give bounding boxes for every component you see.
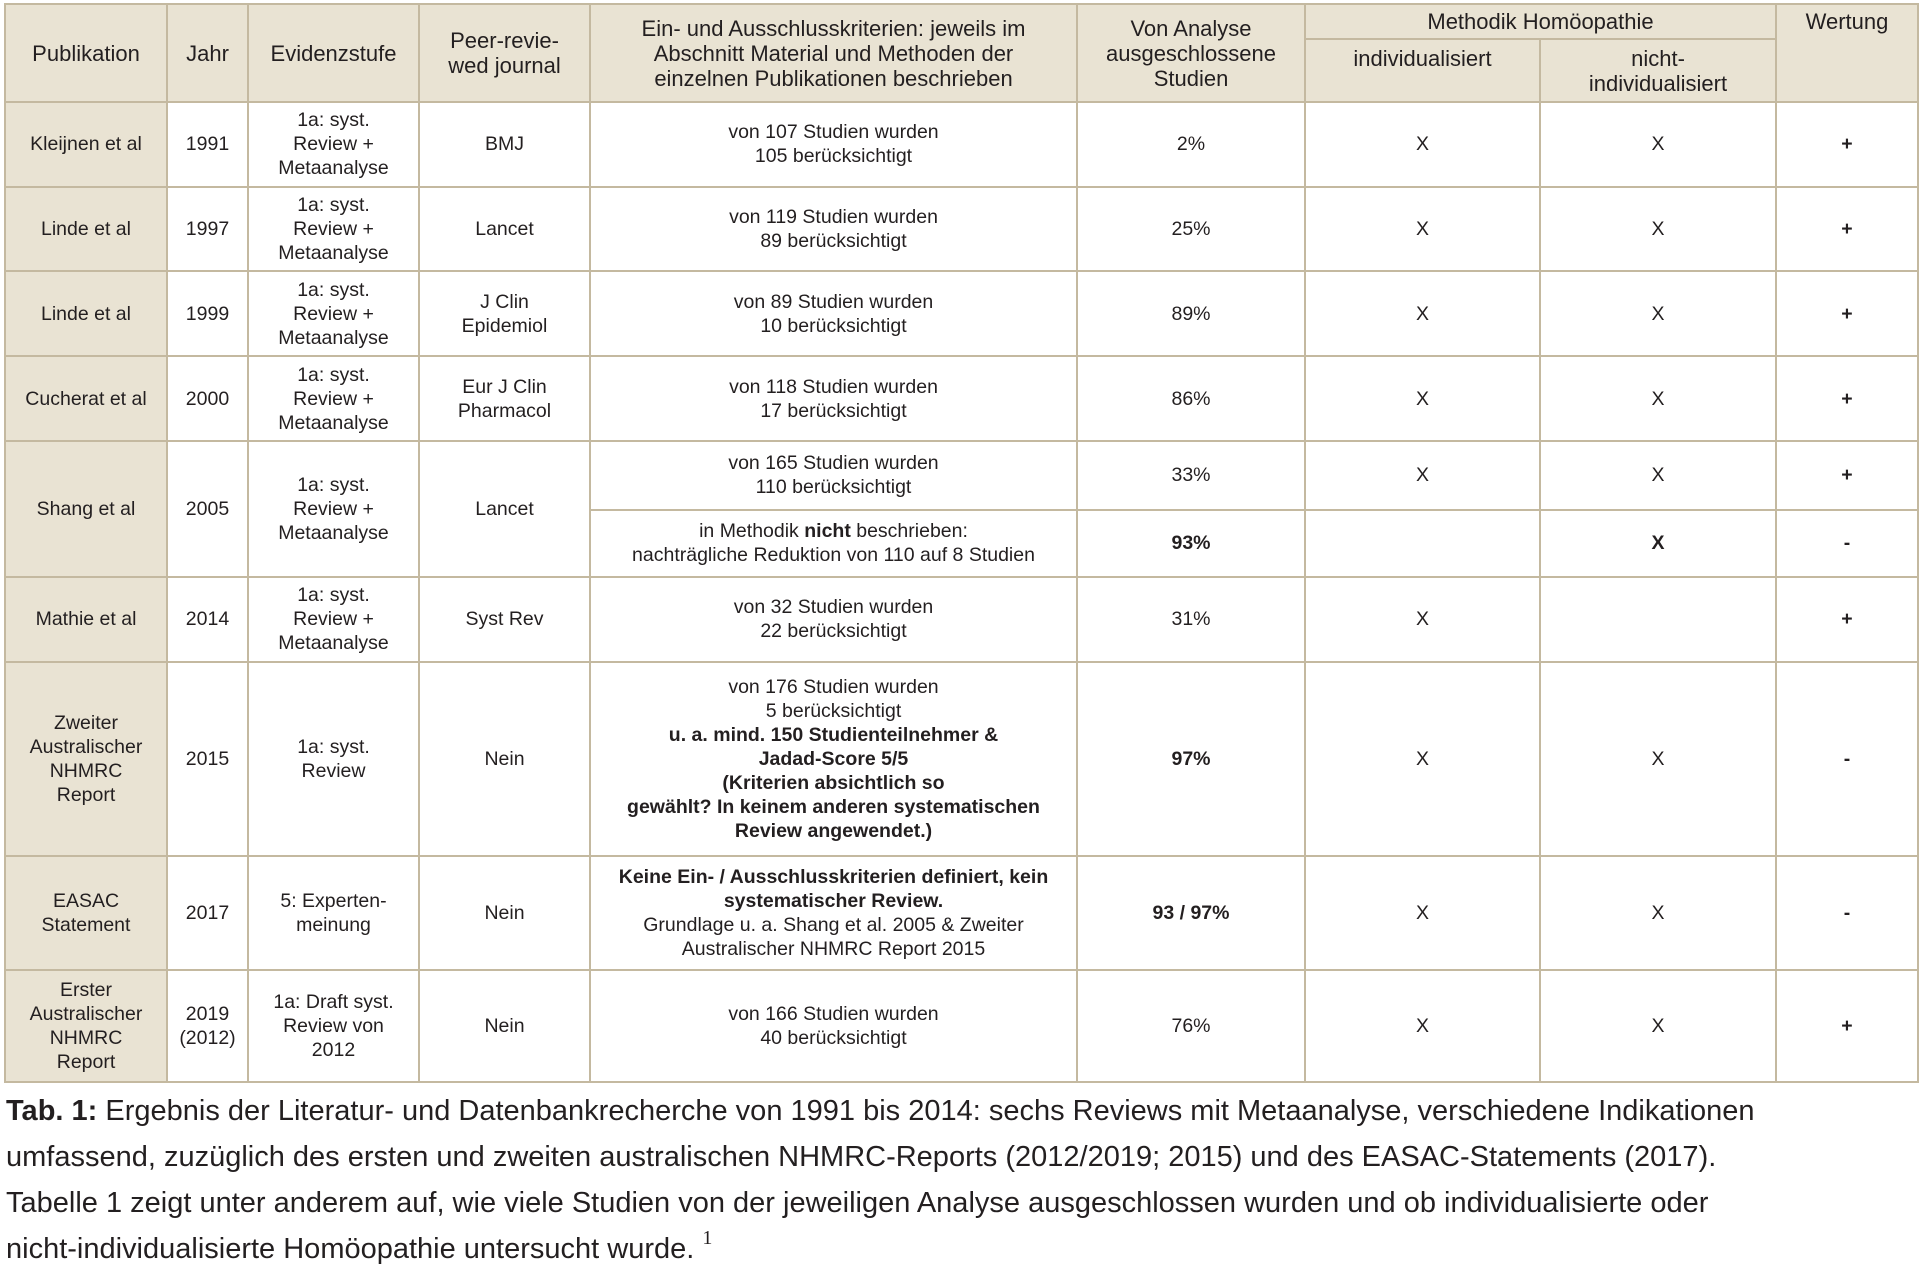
kriterien-line: 105 berücksichtigt (754, 145, 913, 168)
journal-cell (419, 856, 590, 969)
kriterien-line: nachträgliche Reduktion von 110 auf 8 Studien (632, 544, 1035, 567)
cell-line: 1a: syst. (297, 473, 370, 496)
ausgeschlossen-cell: 33% (1077, 441, 1305, 510)
kriterien-cell (590, 577, 1077, 662)
table-caption (6, 1088, 1911, 1272)
cell-line: nicht- (1631, 45, 1685, 71)
cell-line: Report (56, 1050, 116, 1073)
cell-line: 1a: syst. (297, 363, 370, 386)
individualisiert-cell: X (1305, 577, 1540, 662)
evidenzstufe-cell (248, 102, 419, 187)
literature-table (4, 3, 1919, 1083)
cell-line: 1a: syst. (297, 278, 370, 301)
evidenzstufe-cell (248, 577, 419, 662)
jahr-cell (167, 271, 248, 356)
cell-line: Syst Rev (465, 608, 544, 631)
publikation-cell (5, 356, 167, 441)
kriterien-line: Jadad-Score 5/5 (758, 748, 909, 771)
cell-line: Zweiter (54, 712, 118, 735)
wertung-cell: - (1776, 510, 1918, 578)
table-row (5, 856, 1918, 969)
table-body (5, 102, 1918, 1082)
cell-line: Nein (484, 748, 525, 771)
kriterien-line: 22 berücksichtigt (760, 620, 907, 643)
kriterien-line: von 165 Studien wurden (728, 452, 939, 475)
jahr-cell (167, 102, 248, 187)
header-individualisiert: individualisiert (1305, 39, 1540, 102)
jahr-cell (167, 970, 248, 1082)
cell-line: Erster (59, 978, 112, 1001)
journal-cell (419, 102, 590, 187)
cell-line: 1997 (185, 218, 230, 241)
cell-line: 1a: syst. (297, 109, 370, 132)
jahr-cell (167, 577, 248, 662)
nicht-individualisiert-cell (1540, 577, 1776, 662)
cell-line: NHMRC (49, 760, 123, 783)
individualisiert-cell: X (1305, 970, 1540, 1082)
cell-line: Review + (293, 302, 374, 325)
journal-cell (419, 662, 590, 857)
table-row (5, 102, 1918, 187)
caption-line-1: Ergebnis der Literatur- und Datenbankrecherche von 1991 bis 2014: sechs Reviews mit Metaanalyse, verschiedene Indikationen (105, 1095, 1755, 1127)
cell-line: Review + (293, 218, 374, 241)
evidenzstufe-cell (248, 856, 419, 969)
cell-line: NHMRC (49, 1026, 123, 1049)
cell-line: Kleijnen et al (30, 133, 142, 156)
cell-line: Australischer (29, 1002, 143, 1025)
cell-line: Cucherat et al (25, 387, 147, 410)
cell-line: Lancet (475, 218, 534, 241)
cell-line: Abschnitt Material und Methoden der (653, 40, 1014, 66)
publikation-cell (5, 856, 167, 969)
ausgeschlossen-cell: 25% (1077, 187, 1305, 272)
wertung-cell: + (1776, 187, 1918, 272)
cell-line: Linde et al (41, 218, 131, 241)
caption-line-3: Tabelle 1 zeigt unter anderem auf, wie viele Studien von der jeweiligen Analyse ausgeschlossen wurden und ob individualisierte oder (6, 1187, 1709, 1219)
nicht-individualisiert-cell: X (1540, 856, 1776, 969)
kriterien-line: Review angewendet.) (734, 820, 933, 843)
publikation-cell (5, 102, 167, 187)
journal-cell (419, 356, 590, 441)
cell-line: 1a: syst. (297, 584, 370, 607)
kriterien-cell (590, 271, 1077, 356)
cell-line: 2012 (311, 1038, 356, 1061)
ausgeschlossen-cell: 93 / 97% (1077, 856, 1305, 969)
wertung-cell: - (1776, 662, 1918, 857)
cell-line: 2000 (185, 387, 230, 410)
table-header (5, 4, 1918, 102)
kriterien-cell (590, 102, 1077, 187)
kriterien-line: systematischer Review. (723, 890, 944, 913)
kriterien-line: 89 berücksichtigt (760, 230, 907, 253)
wertung-cell: + (1776, 577, 1918, 662)
header-journal (419, 4, 590, 102)
cell-line: Review + (293, 387, 374, 410)
cell-line: Eur J Clin (462, 375, 547, 398)
header-kriterien (590, 4, 1077, 102)
journal-cell (419, 271, 590, 356)
nicht-individualisiert-cell: X (1540, 102, 1776, 187)
cell-line: Review + (293, 497, 374, 520)
evidenzstufe-cell (248, 970, 419, 1082)
cell-line: 2015 (185, 748, 230, 771)
wertung-cell: + (1776, 102, 1918, 187)
cell-line: Review + (293, 133, 374, 156)
nicht-individualisiert-cell: X (1540, 510, 1776, 578)
caption-line-4: nicht-individualisierte Homöopathie untersucht wurde. (6, 1233, 695, 1265)
evidenzstufe-cell (248, 662, 419, 857)
cell-line: 1a: syst. (297, 194, 370, 217)
cell-line: Peer-revie- (450, 28, 559, 53)
cell-line: 2019 (185, 1002, 230, 1025)
cell-line: einzelnen Publikationen beschrieben (654, 65, 1013, 91)
evidenzstufe-cell (248, 187, 419, 272)
caption-line-2: umfassend, zuzüglich des ersten und zweiten australischen NHMRC-Reports (2012/2019; 2015) und des EASAC-Statements (2017). (6, 1141, 1717, 1173)
header-ausgeschlossen (1077, 4, 1305, 102)
kriterien-line: (Kriterien absichtlich so (722, 772, 945, 795)
cell-line: Metaanalyse (278, 632, 389, 655)
journal-cell (419, 970, 590, 1082)
publikation-cell (5, 662, 167, 857)
kriterien-line: von 107 Studien wurden (728, 121, 939, 144)
header-methodik: Methodik Homöopathie (1305, 4, 1776, 39)
kriterien-line: Keine Ein- / Ausschlusskriterien definiert, kein (618, 866, 1049, 889)
kriterien-cell (590, 510, 1077, 578)
nicht-individualisiert-cell: X (1540, 271, 1776, 356)
header-nicht-individualisiert (1540, 39, 1776, 102)
cell-line: Review von (283, 1014, 384, 1037)
kriterien-line: von 89 Studien wurden (733, 290, 934, 313)
cell-line: Statement (41, 914, 131, 937)
nicht-individualisiert-cell: X (1540, 356, 1776, 441)
cell-line: 1999 (185, 302, 230, 325)
wertung-cell: + (1776, 356, 1918, 441)
kriterien-line: 10 berücksichtigt (760, 314, 907, 337)
cell-line: Metaanalyse (278, 157, 389, 180)
kriterien-line: 110 berücksichtigt (755, 476, 912, 499)
ausgeschlossen-cell: 89% (1077, 271, 1305, 356)
cell-line: Nein (484, 1014, 525, 1037)
header-jahr: Jahr (167, 4, 248, 102)
wertung-cell: - (1776, 856, 1918, 969)
evidenzstufe-cell (248, 356, 419, 441)
nicht-individualisiert-cell: X (1540, 441, 1776, 510)
header-wertung: Wertung (1776, 4, 1918, 102)
journal-cell (419, 441, 590, 577)
publikation-cell (5, 970, 167, 1082)
wertung-cell: + (1776, 970, 1918, 1082)
publikation-cell (5, 187, 167, 272)
kriterien-line: Australischer NHMRC Report 2015 (681, 938, 986, 961)
cell-line: Review + (293, 608, 374, 631)
caption-label: Tab. 1: (6, 1095, 98, 1127)
cell-line: Nein (484, 902, 525, 925)
individualisiert-cell: X (1305, 102, 1540, 187)
cell-line: Metaanalyse (278, 326, 389, 349)
nicht-individualisiert-cell: X (1540, 187, 1776, 272)
kriterien-line: von 166 Studien wurden (728, 1002, 939, 1025)
cell-line: Lancet (475, 497, 534, 520)
cell-line: wed journal (448, 53, 561, 78)
cell-line: 2017 (185, 902, 230, 925)
kriterien-cell (590, 856, 1077, 969)
kriterien-line: von 176 Studien wurden (728, 676, 939, 699)
individualisiert-cell (1305, 510, 1540, 578)
ausgeschlossen-cell: 31% (1077, 577, 1305, 662)
cell-line: 1991 (185, 133, 230, 156)
caption-footnote: 1 (702, 1227, 713, 1249)
individualisiert-cell: X (1305, 187, 1540, 272)
cell-line: Australischer (29, 736, 143, 759)
kriterien-line: Grundlage u. a. Shang et al. 2005 & Zweiter (643, 914, 1024, 937)
publikation-cell (5, 271, 167, 356)
cell-line: Metaanalyse (278, 411, 389, 434)
jahr-cell (167, 662, 248, 857)
evidenzstufe-cell (248, 271, 419, 356)
kriterien-line: von 118 Studien wurden (729, 375, 938, 398)
individualisiert-cell: X (1305, 356, 1540, 441)
cell-line: Mathie et al (35, 608, 137, 631)
jahr-cell (167, 441, 248, 577)
ausgeschlossen-cell: 76% (1077, 970, 1305, 1082)
publikation-cell (5, 441, 167, 577)
ausgeschlossen-cell: 2% (1077, 102, 1305, 187)
cell-line: meinung (296, 914, 371, 937)
cell-line: Studien (1153, 65, 1229, 91)
cell-line: Report (56, 784, 116, 807)
cell-line: ausgeschlossene (1105, 40, 1276, 66)
cell-line: 2005 (185, 497, 230, 520)
cell-line: Pharmacol (457, 399, 552, 422)
cell-line: 2014 (185, 608, 230, 631)
table-row (5, 970, 1918, 1082)
cell-line: Review (301, 760, 366, 783)
table-row (5, 356, 1918, 441)
wertung-cell: + (1776, 441, 1918, 510)
kriterien-line: von 32 Studien wurden (733, 596, 934, 619)
publikation-cell (5, 577, 167, 662)
ausgeschlossen-cell: 86% (1077, 356, 1305, 441)
kriterien-cell (590, 970, 1077, 1082)
kriterien-line: in Methodik nicht beschrieben: (699, 520, 968, 543)
cell-line: 5: Experten- (280, 890, 387, 913)
kriterien-line: gewählt? In keinem anderen systematischen (627, 796, 1040, 819)
journal-cell (419, 187, 590, 272)
ausgeschlossen-cell: 97% (1077, 662, 1305, 857)
kriterien-cell (590, 662, 1077, 857)
cell-line: Von Analyse (1130, 15, 1252, 41)
kriterien-line: 17 berücksichtigt (760, 399, 907, 422)
kriterien-line: u. a. mind. 150 Studienteilnehmer & (668, 724, 999, 747)
individualisiert-cell: X (1305, 441, 1540, 510)
kriterien-line: von 119 Studien wurden (729, 206, 938, 229)
cell-line: Metaanalyse (278, 521, 389, 544)
jahr-cell (167, 856, 248, 969)
table-row (5, 187, 1918, 272)
wertung-cell: + (1776, 271, 1918, 356)
cell-line: Linde et al (41, 302, 131, 325)
kriterien-cell (590, 441, 1077, 510)
individualisiert-cell: X (1305, 271, 1540, 356)
cell-line: BMJ (485, 133, 524, 156)
header-publikation: Publikation (5, 4, 167, 102)
individualisiert-cell: X (1305, 662, 1540, 857)
nicht-individualisiert-cell: X (1540, 662, 1776, 857)
cell-line: 1a: Draft syst. (273, 990, 394, 1013)
cell-line: individualisiert (1588, 70, 1728, 96)
kriterien-cell (590, 356, 1077, 441)
individualisiert-cell: X (1305, 856, 1540, 969)
journal-cell (419, 577, 590, 662)
table-row (5, 577, 1918, 662)
table-row (5, 441, 1918, 510)
cell-line: J Clin (480, 290, 529, 313)
evidenzstufe-cell (248, 441, 419, 577)
table-row (5, 271, 1918, 356)
kriterien-cell (590, 187, 1077, 272)
cell-line: Epidemiol (461, 314, 548, 337)
cell-line: Ein- und Ausschlusskriterien: jeweils im (641, 15, 1026, 41)
cell-line: Metaanalyse (278, 242, 389, 265)
header-evidenzstufe: Evidenzstufe (248, 4, 419, 102)
ausgeschlossen-cell: 93% (1077, 510, 1305, 578)
cell-line: 1a: syst. (297, 736, 370, 759)
nicht-individualisiert-cell: X (1540, 970, 1776, 1082)
cell-line: Shang et al (36, 497, 136, 520)
jahr-cell (167, 187, 248, 272)
kriterien-line: 40 berücksichtigt (760, 1026, 907, 1049)
table-row (5, 662, 1918, 857)
cell-line: EASAC (52, 890, 120, 913)
cell-line: (2012) (179, 1026, 236, 1049)
jahr-cell (167, 356, 248, 441)
kriterien-line: 5 berücksichtigt (765, 700, 902, 723)
